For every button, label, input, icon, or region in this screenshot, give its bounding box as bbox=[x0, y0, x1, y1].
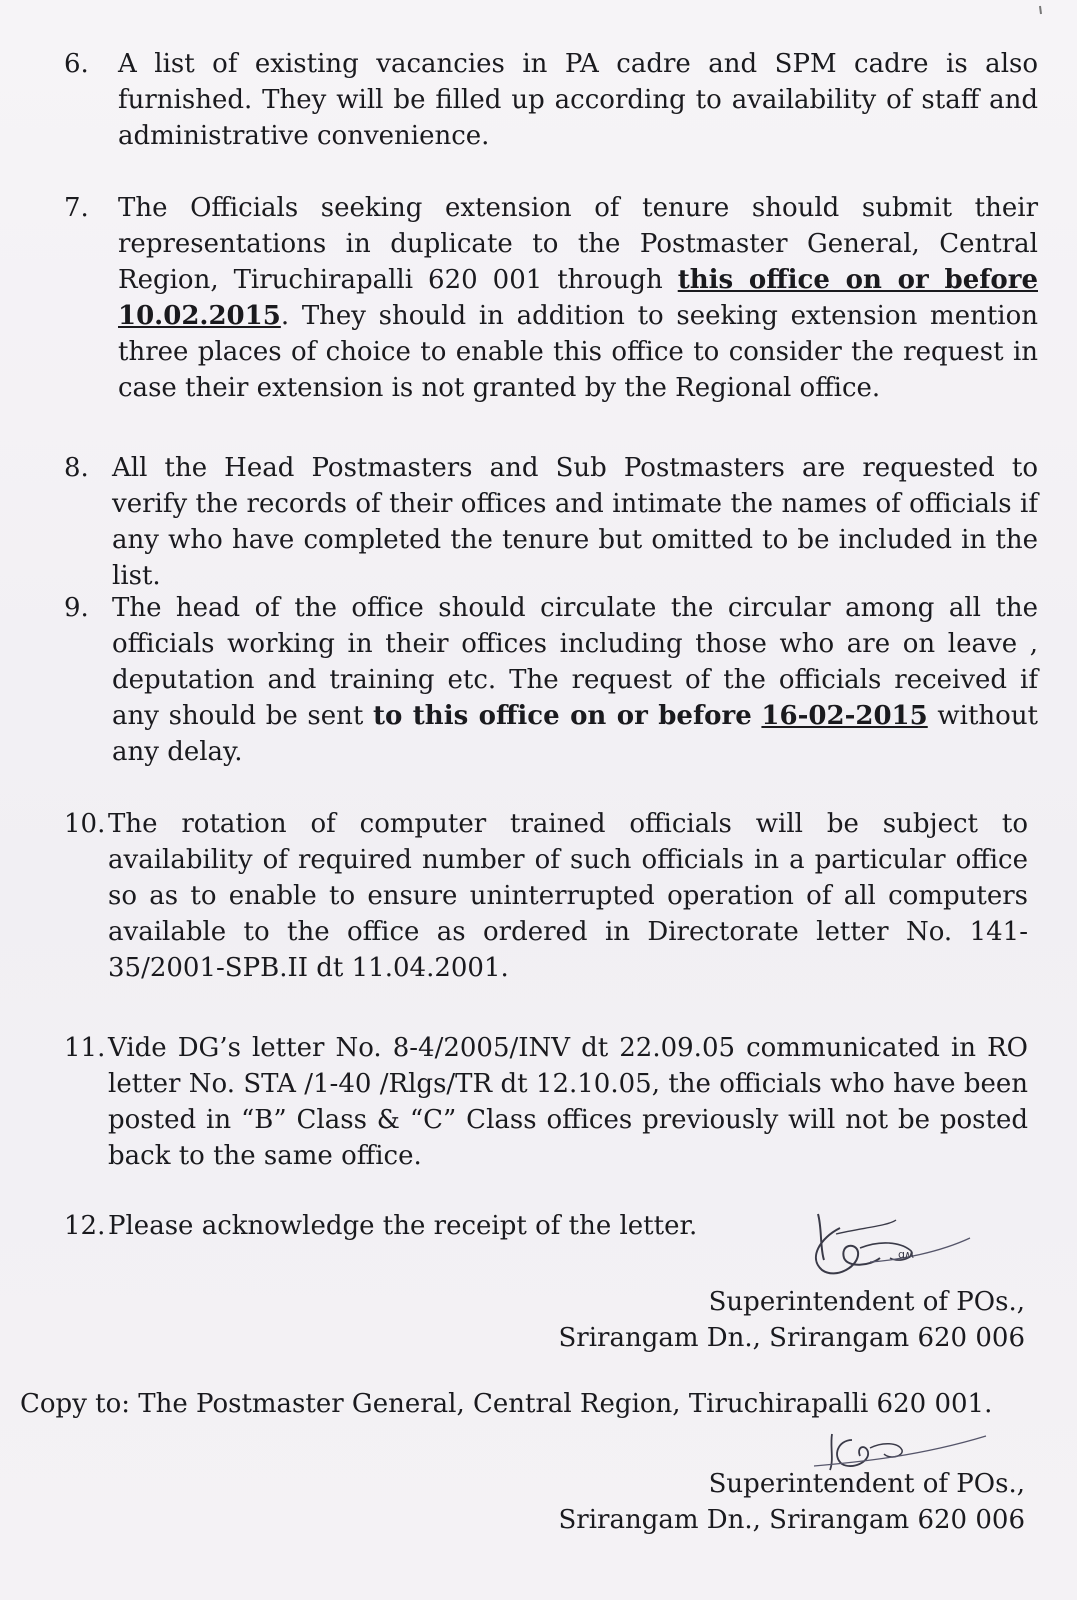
paragraph-text bbox=[118, 190, 1038, 406]
paragraph-text bbox=[112, 590, 1038, 770]
paragraph-number: 10. bbox=[64, 809, 106, 839]
paragraph-text: The rotation of computer trained officials will be subject to availability of required number of such officials in a particular office so as to enable to ensure uninterrupted operation of all computers available to the office as ordered in Directorate letter No. 141-35/2001-SPB.II dt 11.04.2001. bbox=[108, 809, 1028, 983]
deadline-date: 10.02.2015 bbox=[118, 301, 281, 331]
signatory-designation: Superintendent of POs., bbox=[708, 1287, 1025, 1317]
paragraph-text: Please acknowledge the receipt of the letter. bbox=[108, 1211, 698, 1241]
paragraph-7 bbox=[64, 190, 1038, 406]
paragraph-number: 11. bbox=[64, 1033, 106, 1063]
signature-block bbox=[559, 1466, 1026, 1538]
paragraph-number: 8. bbox=[64, 453, 89, 483]
paragraph-number: 9. bbox=[64, 593, 89, 623]
paragraph-number: 6. bbox=[64, 49, 89, 79]
paragraph-text: A list of existing vacancies in PA cadre and SPM cadre is also furnished. They will be filled up according to availability of staff and administrative convenience. bbox=[118, 49, 1038, 151]
signatory-office: Srirangam Dn., Srirangam 620 006 bbox=[558, 1505, 1025, 1535]
text-segment bbox=[752, 701, 762, 731]
signatory-designation: Superintendent of POs., bbox=[708, 1469, 1025, 1499]
deadline-date: 16-02-2015 bbox=[761, 701, 928, 731]
paragraph-text: All the Head Postmasters and Sub Postmasters are requested to verify the records of their offices and intimate the names of officials if any who have completed the tenure but omitted to be included in the list. bbox=[112, 453, 1038, 591]
copy-to-line: Copy to: The Postmaster General, Central Region, Tiruchirapalli 620 001. bbox=[20, 1389, 993, 1419]
paragraph-6 bbox=[64, 46, 1038, 154]
bold-phrase: to this office on or before bbox=[373, 701, 752, 731]
bold-underlined-phrase: this office on or before bbox=[677, 265, 1038, 295]
signatory-office: Srirangam Dn., Srirangam 620 006 bbox=[558, 1323, 1025, 1353]
text-segment: The head of the office should circulate the circular among all the officials working in their offices including those who are on leave , deputation and training etc. The request of the officials received if any should be sent bbox=[112, 593, 1038, 731]
signature-block bbox=[559, 1284, 1026, 1356]
pen-mark bbox=[1030, 2, 1050, 22]
paragraph-10 bbox=[64, 806, 1028, 986]
paragraph-8 bbox=[64, 450, 1038, 594]
paragraph-11 bbox=[64, 1030, 1028, 1174]
text-segment: . They should in addition to seeking extension mention three places of choice to enable this office to consider the request in case their extension is not granted by the Regional office. bbox=[118, 301, 1038, 403]
paragraph-text: Vide DG’s letter No. 8-4/2005/INV dt 22.09.05 communicated in RO letter No. STA /1-40 /Rlgs/TR dt 12.10.05, the officials who have been posted in “B” Class & “C” Class offices previously will not be posted back to the same office. bbox=[108, 1033, 1028, 1171]
text-segment: The Officials seeking extension of tenure should submit their representations in duplicate to the Postmaster General, Central Region, Tiruchirapalli 620 001 through bbox=[118, 193, 1038, 295]
paragraph-number: 7. bbox=[64, 193, 89, 223]
paragraph-9 bbox=[64, 590, 1038, 770]
paragraph-12 bbox=[64, 1208, 764, 1244]
svg-text:ɑʍ: ɑʍ bbox=[898, 1248, 914, 1261]
paragraph-number: 12. bbox=[64, 1211, 106, 1241]
text-segment: without any delay. bbox=[112, 701, 1039, 767]
